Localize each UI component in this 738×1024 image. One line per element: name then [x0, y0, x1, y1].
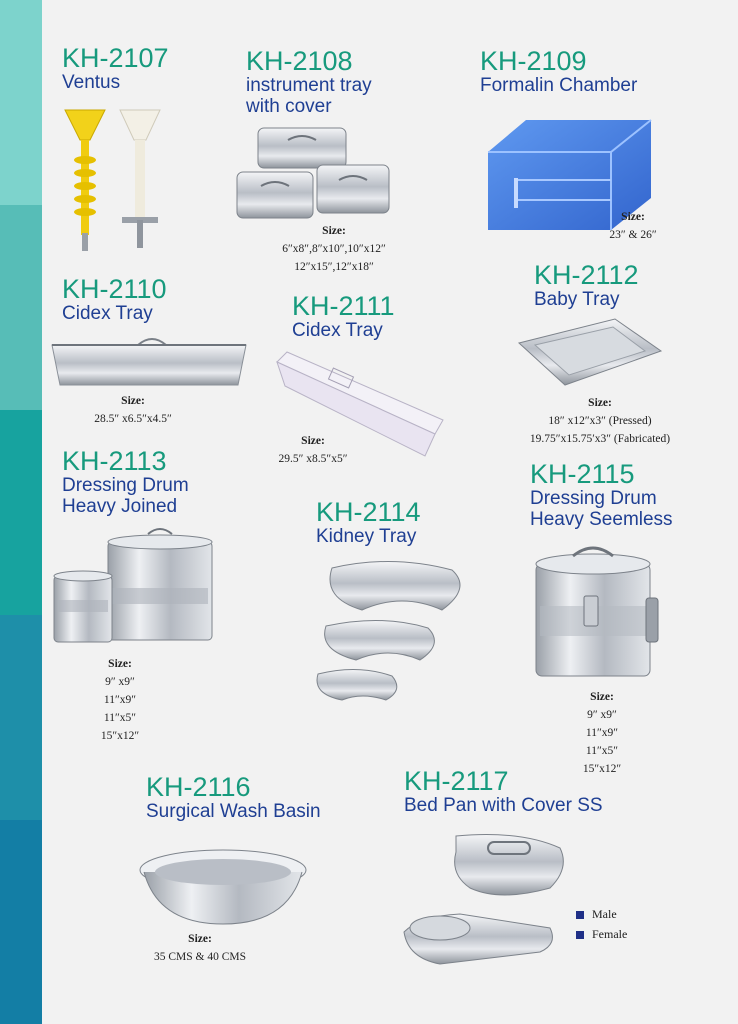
size-value: 15″x12″ — [100, 730, 140, 742]
size-label: Size: — [590, 691, 614, 703]
size-value: 15″x12″ — [582, 763, 622, 775]
size-label: Size: — [108, 658, 132, 670]
size-value: 11″x5″ — [585, 745, 619, 757]
product-code: KH-2111 — [292, 291, 395, 321]
ventus-image — [60, 105, 170, 255]
size-value: 35 CMS & 40 CMS — [153, 951, 247, 963]
size-block — [78, 392, 188, 428]
stripe-band — [0, 205, 42, 410]
product-code: KH-2112 — [534, 260, 639, 290]
size-value: 9″ x9″ — [105, 676, 135, 688]
product-name-line1: instrument tray — [246, 75, 372, 96]
product-code: KH-2116 — [146, 772, 251, 802]
product-name: Formalin Chamber — [480, 75, 638, 96]
stripe-band — [0, 410, 42, 615]
product-kh-2116 — [146, 773, 321, 822]
product-code: KH-2114 — [316, 497, 421, 527]
dressing-drum-seemless-image — [528, 542, 663, 682]
size-block — [510, 394, 690, 448]
product-name: Ventus — [62, 72, 121, 93]
legend-item-male — [576, 904, 627, 924]
baby-tray-image — [515, 315, 665, 395]
product-name-line1: Dressing Drum — [530, 488, 657, 509]
size-value: 11″x9″ — [103, 694, 137, 706]
product-name-line2: Heavy Seemless — [530, 509, 673, 530]
product-name-line2: with cover — [246, 96, 332, 117]
product-name: Cidex Tray — [62, 303, 153, 324]
side-stripe — [0, 0, 42, 1024]
size-label: Size: — [188, 933, 212, 945]
size-block — [264, 222, 404, 276]
size-value: 28.5″ x6.5″x4.5″ — [94, 413, 172, 425]
product-kh-2109 — [480, 47, 637, 96]
size-label: Size: — [621, 211, 645, 223]
size-block — [562, 688, 642, 778]
size-value: 29.5″ x8.5″x5″ — [278, 453, 348, 465]
product-code: KH-2108 — [246, 46, 353, 76]
stripe-band — [0, 820, 42, 1024]
product-name-line2: Heavy Joined — [62, 496, 178, 517]
size-value: 23″ & 26″ — [609, 229, 657, 241]
bed-pan-image — [400, 828, 570, 968]
bed-pan-legend — [576, 904, 627, 944]
size-label: Size: — [322, 225, 346, 237]
size-value: 9″ x9″ — [587, 709, 617, 721]
stripe-band — [0, 0, 42, 205]
product-code: KH-2110 — [62, 274, 167, 304]
product-kh-2111 — [292, 292, 395, 341]
wash-basin-image — [138, 848, 308, 928]
product-name-line1: Dressing Drum — [62, 475, 189, 496]
size-block — [598, 208, 668, 244]
product-name: Cidex Tray — [292, 320, 383, 341]
product-name: Bed Pan with Cover SS — [404, 795, 603, 816]
legend-label: Male — [592, 907, 617, 921]
product-kh-2113 — [62, 447, 189, 517]
product-name: Baby Tray — [534, 289, 620, 310]
size-label: Size: — [121, 395, 145, 407]
instrument-tray-image — [233, 120, 393, 225]
size-label: Size: — [301, 435, 325, 447]
product-kh-2115 — [530, 460, 673, 530]
product-name: Kidney Tray — [316, 526, 417, 547]
kidney-tray-image — [312, 558, 472, 708]
size-block — [120, 930, 280, 966]
size-block — [80, 655, 160, 745]
stripe-band — [0, 615, 42, 820]
square-icon — [576, 931, 584, 939]
product-kh-2110 — [62, 275, 167, 324]
product-kh-2108 — [246, 47, 372, 117]
product-code: KH-2115 — [530, 459, 635, 489]
size-value: 12″x15″,12″x18″ — [294, 261, 374, 273]
square-icon — [576, 911, 584, 919]
product-kh-2112 — [534, 261, 639, 310]
size-block — [268, 432, 358, 468]
product-kh-2117 — [404, 767, 603, 816]
dressing-drum-joined-image — [52, 528, 217, 646]
product-code: KH-2113 — [62, 446, 167, 476]
size-value: 18″ x12″x3″ (Pressed) — [548, 415, 652, 427]
product-code: KH-2117 — [404, 766, 509, 796]
product-kh-2107 — [62, 44, 169, 93]
size-value: 11″x5″ — [103, 712, 137, 724]
product-name: Surgical Wash Basin — [146, 801, 321, 822]
product-code: KH-2107 — [62, 43, 169, 73]
size-value: 19.75″x15.75′x3″ (Fabricated) — [529, 433, 671, 445]
cidex-tray-2110-image — [50, 333, 250, 393]
product-code: KH-2109 — [480, 46, 587, 76]
legend-label: Female — [592, 927, 628, 941]
product-kh-2114 — [316, 498, 421, 547]
size-label: Size: — [588, 397, 612, 409]
size-value: 6″x8″,8″x10″,10″x12″ — [282, 243, 386, 255]
size-value: 11″x9″ — [585, 727, 619, 739]
legend-item-female — [576, 924, 627, 944]
